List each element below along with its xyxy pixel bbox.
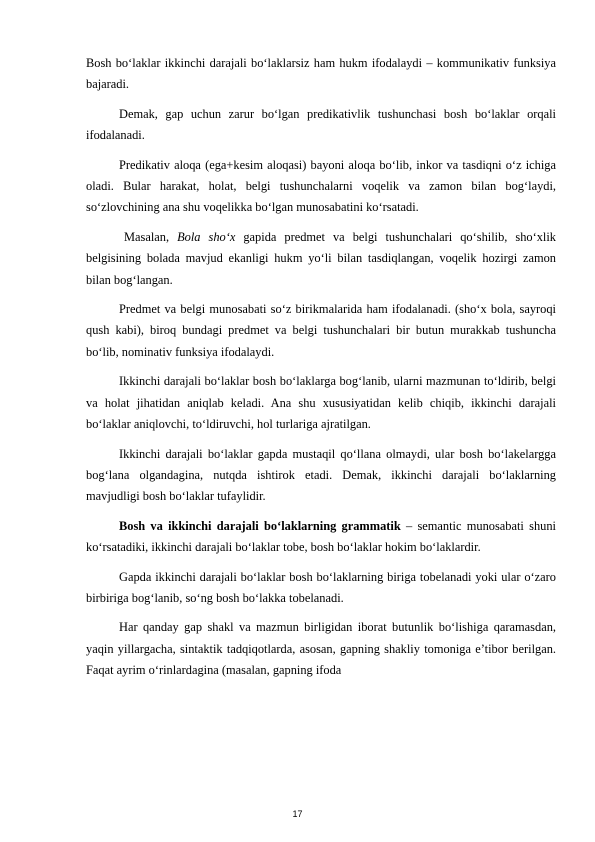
paragraph-1: Bosh bo‘laklar ikkinchi darajali bo‘laklarsiz ham hukm ifodalaydi – kommunikativ funksiya bajaradi. [86,56,556,92]
example-phrase: Bola sho‘x [177,229,236,244]
paragraph-6: Ikkinchi darajali bo‘laklar bosh bo‘laklarga bog‘lanib, ularni mazmunan to‘ldirib, belgi va holat jihatidan aniqlab keladi. Ana shu xususiyatidan kelib chiqib, ikkinchi darajali bo‘laklar aniqlovchi, to‘ldiruvchi, hol turlariga ajratilgan. [86,374,556,432]
paragraph-2: Demak, gap uchun zarur bo‘lgan predikativlik tushunchasi bosh bo‘laklar orqali ifodalanadi. [86,106,556,143]
paragraph-9: Gapda ikkinchi darajali bo‘laklar bosh bo‘laklarning biriga tobelanadi yoki ular o‘zaro birbiriga bog‘lanib, so‘ng bosh bo‘lakka tobelanadi. [86,569,556,605]
paragraph-4-rest: gapida predmet va belgi tushunchalari qo‘shilib, sho‘xlik belgisining bolada mavjud ekanligi hukm yo‘li bilan tasdiqlangan, voqelik hozirgi zamon bilan bog‘langan. [86,229,556,287]
document-body [86,53,556,690]
paragraph-7: Ikkinchi darajali bo‘laklar gapda mustaqil qo‘llana olmaydi, ular bosh bo‘lakelargga bog‘lana olgandagina, nutqda ishtirok etadi. Demak, ikkinchi darajali bo‘laklarning mavjudligi bosh bo‘laklar tufaylidir. [86,446,556,504]
paragraph-5: Predmet va belgi munosabati so‘z birikmalarida ham ifodalanadi. (sho‘x bola, sayroqi qush kabi), biroq bundagi predmet va belgi tushunchalari bir butun murakkab tushuncha bo‘lib, nominativ funksiya ifodalaydi. [86,302,556,359]
paragraph-10: Har qanday gap shakl va mazmun birligidan iborat butunlik bo‘lishiga qaramasdan, yaqin yillargacha, sintaktik tadqiqotlarda, asosan, gapning shakliy tomoniga e’tibor berilgan. Faqat ayrim o‘rinlardagina (masalan, gapning ifoda [86,620,556,678]
paragraph-4 [86,227,556,291]
bold-heading-phrase: Bosh va ikkinchi darajali bo‘laklarning grammatik [119,518,401,533]
paragraph-3: Predikativ aloqa (ega+kesim aloqasi) bayoni aloqa bo‘lib, inkor va tasdiqni o‘z ichiga oladi. Bular harakat, holat, belgi tushunchalarni voqelik va zamon bilan bog‘laydi, so‘zlovchining ana shu voqelikka bo‘lgan munosabatini ko‘rsatadi. [86,157,556,215]
paragraph-8-rest: – semantic munosabati shuni ko‘rsatadiki, ikkinchi darajali bo‘laklar tobe, bosh bo‘laklar hokim bo‘laklardir. [86,518,556,555]
paragraph-8 [86,516,556,559]
page-number: 17 [292,809,303,819]
paragraph-4-lead: Masalan, [124,229,170,244]
